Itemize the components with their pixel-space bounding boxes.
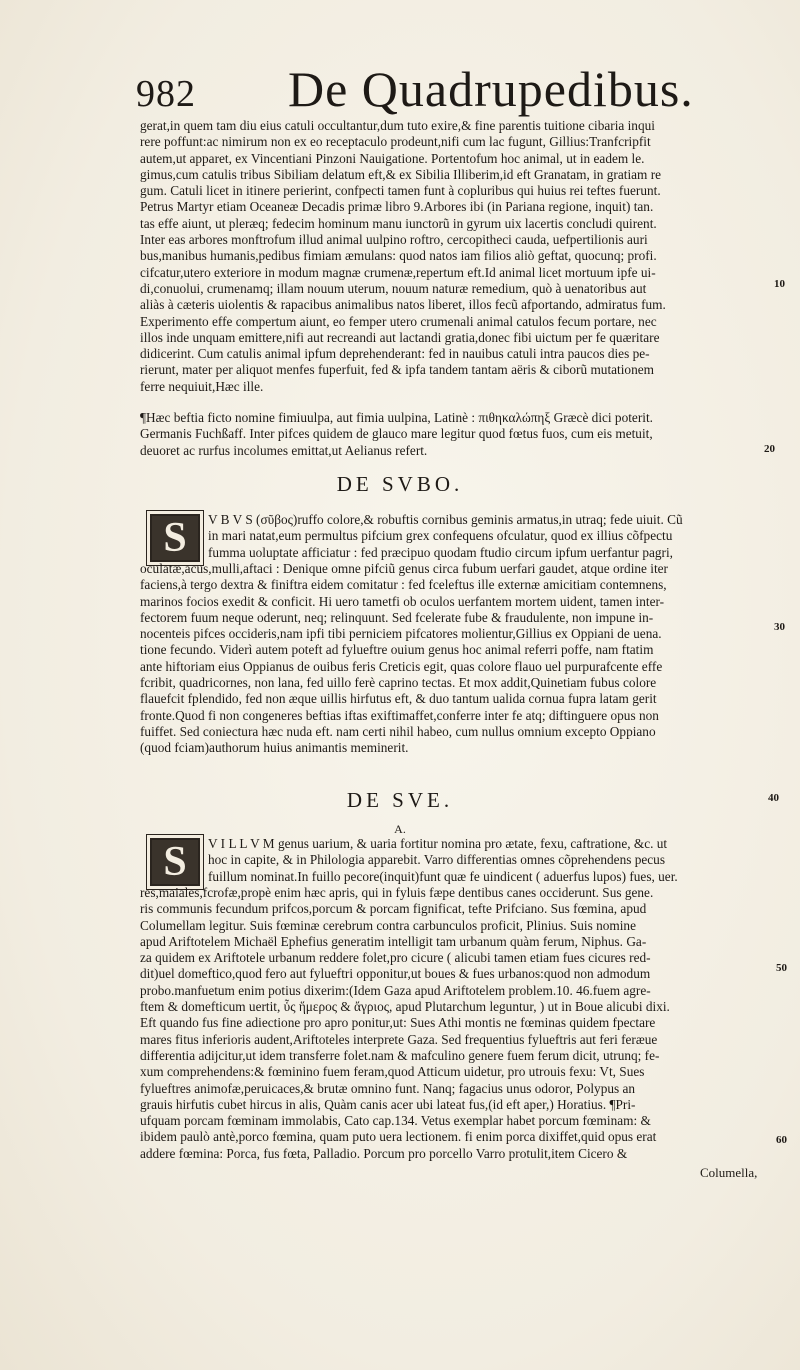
text-line: tione fecundo. Viderì autem poteft ad fylueftre ouium genus hoc animal referri poffe, nam ftatim (140, 642, 654, 658)
text-line: Germanis Fuchßaff. Inter pifces quidem de glauco mare legitur quod fœtus fuos, cum eis metuit, (140, 426, 653, 442)
sue-body (140, 885, 768, 1162)
text-line: rere poffunt:ac nimirum non ex eo receptaculo prodeunt,nifi cum lac fugunt, Gillius:Tranfcripfit (140, 134, 651, 150)
text-line: ftem & domefticum uertit, ὗς ἥμερος & ἄγριος, apud Plutarchum leguntur, ) ut in Boue alicubi dixi. (140, 999, 670, 1015)
text-line: in mari natat,eum permultus pifcium grex confequens ofculatur, quod ex illius cõfpectu (208, 528, 673, 544)
text-line: Inter eas arbores monftrofum illud animal uulpino roftro, cercopitheci cauda, uefpertilionis auri (140, 232, 648, 248)
text-line: probo.manfuetum enim potius dixerim:(Idem Gaza apud Ariftotelem problem.10. 46.fuem agre- (140, 982, 651, 998)
text-line: addere fœmina: Porca, fus fœta, Palladio. Porcum pro porcello Varro protulit,item Cicero & (140, 1145, 628, 1161)
text-line: ante hiftoriam eius Oppianus de ouibus feris Creticis egit, quas colore flauo uel purpurafcente effe (140, 658, 663, 674)
page-header (128, 60, 768, 116)
text-line: faciens,à tergo dextra & finiftra eidem comitatur : fed fceleftus ille externæ amicitiam contemnens, (140, 577, 667, 593)
subheading-letter: A. (394, 822, 406, 836)
text-line: marinos focios exedit & conficit. Hi uero tametfi ob oculos uerfantem mortem uident, tamen inter- (140, 593, 665, 609)
text-line: hoc in capite, & in Philologia apparebit. Varro differentias omnes cõprehendens pecus (208, 852, 666, 868)
text-line: gimus,cum catulis tribus Sibiliam delatum eft,& ex Sibilia Illiberim,id eft Granatam, in gratiam re (140, 166, 662, 182)
text-line: differentia adijcitur,ut idem transferre folet.nam & mafculino genere fuem ferum dicit, utrunq; fe- (140, 1047, 660, 1063)
section-title-subo: DE SVBO. (336, 472, 464, 496)
text-line: fuiffet. Sed coniectura hæc nuda eft. nam certi nihil habeo, cum nullus omnium excepto Oppiano (140, 723, 656, 739)
text-line: ris communis fecundum prifcos,porcum & porcam fignificat, tefte Prifciano. Sus fœmina, apud (140, 901, 647, 917)
text-line: fcribit, quadricornes, non lana, fed uillo ferè caprino tectas. Et mox addit,Quinetiam fubus colore (140, 675, 657, 691)
text-line: Columellam legitur. Suis fœminæ cerebrum contra carbunculos proficit, Plinius. Suis nomine (140, 917, 636, 933)
decorated-initial: S (146, 510, 204, 566)
text-line: di,conuolui, crumenamq; illam nouum uterum, nouum naturæ remedium, quò à uenatoribus aut (140, 280, 647, 296)
text-line: (quod fciam)authorum huius animantis meminerit. (140, 740, 409, 756)
text-line: res,maiales,fcrofæ,propè enim hæc apris, qui in fyluis fæpe dentibus canes occiderunt. Sus gene. (140, 885, 654, 900)
margin-number: 50 (776, 962, 787, 974)
text-line: fectorem fuum neque oderunt, neq; relinquunt. Sed fcelerate fube & fraudulente, non impune in- (140, 609, 654, 625)
text-line: fronte.Quod fi non congeneres beftias iftas exiftimaffet,conferre inter fe atq; diftinguere opus non (140, 707, 659, 723)
text-line: ibidem paulò antè,porco fœmina, quam puto uera lectionem. fi enim porca dixiffet,quid opus erat (140, 1129, 657, 1145)
text-line: ferre nequiuit,Hæc ille. (140, 378, 264, 394)
subo-body (140, 561, 768, 757)
text-line: ¶Hæc beftia ficto nomine fimiuulpa, aut fimia uulpina, Latinè : πιθηκαλώπηξ Græcè dici poterit. (140, 410, 653, 425)
text-line: nocenteis pifces occideris,nam ipfi tibi perniciem pifcatores molientur,Gillius ex Oppiani de uena. (140, 626, 662, 642)
text-line: Experimento effe compertum aiunt, eo femper utero crumenali animal catulos fecum portare, nec (140, 313, 657, 329)
text-line: fylueftres animofæ,peruicaces,& brutæ omnino funt. Nanq; fagacius unus odoror, Polypus an (140, 1080, 636, 1096)
text-line: bus,manibus humanis,pedibus fimiam æmulans: quod natos iam filios aliò geftat, quocunq; profi. (140, 248, 657, 264)
paragraph-fuchsaff (140, 410, 768, 459)
text-line: tas effe aiunt, ut pleræq; fedecim hominum manu iunctorũ in gyrum uix lacertis concludi quirent. (140, 215, 657, 231)
decorated-initial: S (146, 834, 204, 890)
paragraph-simivulpa (140, 118, 768, 395)
text-line: aliàs à cæteris uiolentis & rapacibus animalibus natos liberet, illos fecũ afportando, admiratus fum. (140, 297, 666, 313)
text-line: gum. Catuli licet in itinere perierint, confpecti tamen funt à copluribus qui huius rei teftes fuerunt. (140, 183, 661, 199)
text-line: V I L L V M genus uarium, & uaria fortitur nomina pro ætate, fexu, caftratione, &c. ut (208, 836, 668, 851)
text-line: ufquam porcam fœminam immolabis, Cato cap.134. Vetus exemplar habet porcum fœminam: & (140, 1113, 651, 1129)
text-line: grauis hirfutis cubet hircus in alis, Quàm canis acer ubi lateat fus,(id eft aper,) Horatius. ¶Pri- (140, 1096, 636, 1112)
text-line: mares fitus inferioris audent,Ariftoteles interprete Gaza. Sed frequentius fylueftris aut feri feræue (140, 1031, 658, 1047)
text-line: illos inde unquam emittere,nifi aut recreandi aut lactandi gratia,donec fibi uictum per fe quæritare (140, 329, 660, 345)
margin-number: 60 (776, 1134, 787, 1146)
margin-number: 30 (774, 621, 785, 633)
margin-number: 20 (764, 443, 775, 455)
text-line: deuoret ac rurfus incolumes emittat,ut Aelianus refert. (140, 442, 428, 458)
catchword: Columella, (700, 1165, 758, 1180)
text-line: didicerint. Cum catulis animal ipfum deprehenderant: fed in nauibus catuli intra paucos dies pe- (140, 346, 650, 362)
text-line: dit)uel domeftico,quod fero aut fylueftri opponitur,ut boues & fues urbanos:quod non admodum (140, 966, 651, 982)
text-line: gerat,in quem tam diu eius catuli occultantur,dum tuto exire,& fine parentis tuitione cibaria inqui (140, 118, 655, 133)
text-line: za quidem ex Ariftotele urbanum reddere folet,pro cicure ( alicubi tamen etiam fues cicures red- (140, 950, 651, 966)
margin-number: 10 (774, 278, 785, 290)
subo-opening-lines (208, 512, 768, 561)
text-line: fuillum nominat.In fuillo pecore(inquit)funt quæ fe uindicent ( aduerfus lupos) fues, uer. (208, 868, 678, 884)
text-line: oculatæ,acus,mulli,aftaci : Denique omne pifciũ genus circa fubum uerfari gaudet, atque ordine iter (140, 561, 668, 576)
text-line: cifcatur,utero exteriore in modum magnæ crumenæ,repertum eft.Id animal licet mortuum ipfe ui- (140, 264, 656, 280)
text-line: rierunt, mater per aliquot menfes fuperfuit, fed & ipfa tandem tantam aëris & ciborũ mutationem (140, 362, 654, 378)
running-title: De Quadrupedibus. (288, 61, 694, 117)
section-title-sue: DE SVE. (346, 788, 454, 812)
text-line: xum comprehendens:& fœminino fuem feram,quod Atticum uidetur, pro utrouis fexu: Vt, Sues (140, 1064, 645, 1080)
text-line: apud Ariftotelem Michaël Ephefius generatim intelligit tam urbanum quàm ferum, Niphus. Ga- (140, 933, 647, 949)
text-line: V B V S (σῦβος)ruffo colore,& robuftis cornibus geminis armatus,in utraq; fede uiuit. Cũ (208, 512, 683, 527)
text-line: flauefcit fplendido, fed non æque uillis hirfutus eft, & duo tantum ualida cornua fupra latam gerit (140, 691, 657, 707)
page-number: 982 (136, 73, 196, 115)
text-line: fumma uoluptate afficiatur : fed præcipuo quodam ftudio circum ipfum uerfantur pagri, (208, 544, 674, 560)
margin-number: 40 (768, 792, 779, 804)
sue-opening-lines (208, 836, 768, 885)
text-line: autem,ut apparet, ex Vincentiani Pinzoni Nauigatione. Portentofum hoc animal, ut in eadem le. (140, 150, 645, 166)
text-line: Eft quando fus fine adiectione pro apro ponitur,ut: Sues Athi montis ne fœminas quidem fpectare (140, 1015, 656, 1031)
text-line: Petrus Martyr etiam Oceaneæ Decadis primæ libro 9.Arbores ibi (in Pariana regione, inquit) tan. (140, 199, 654, 215)
